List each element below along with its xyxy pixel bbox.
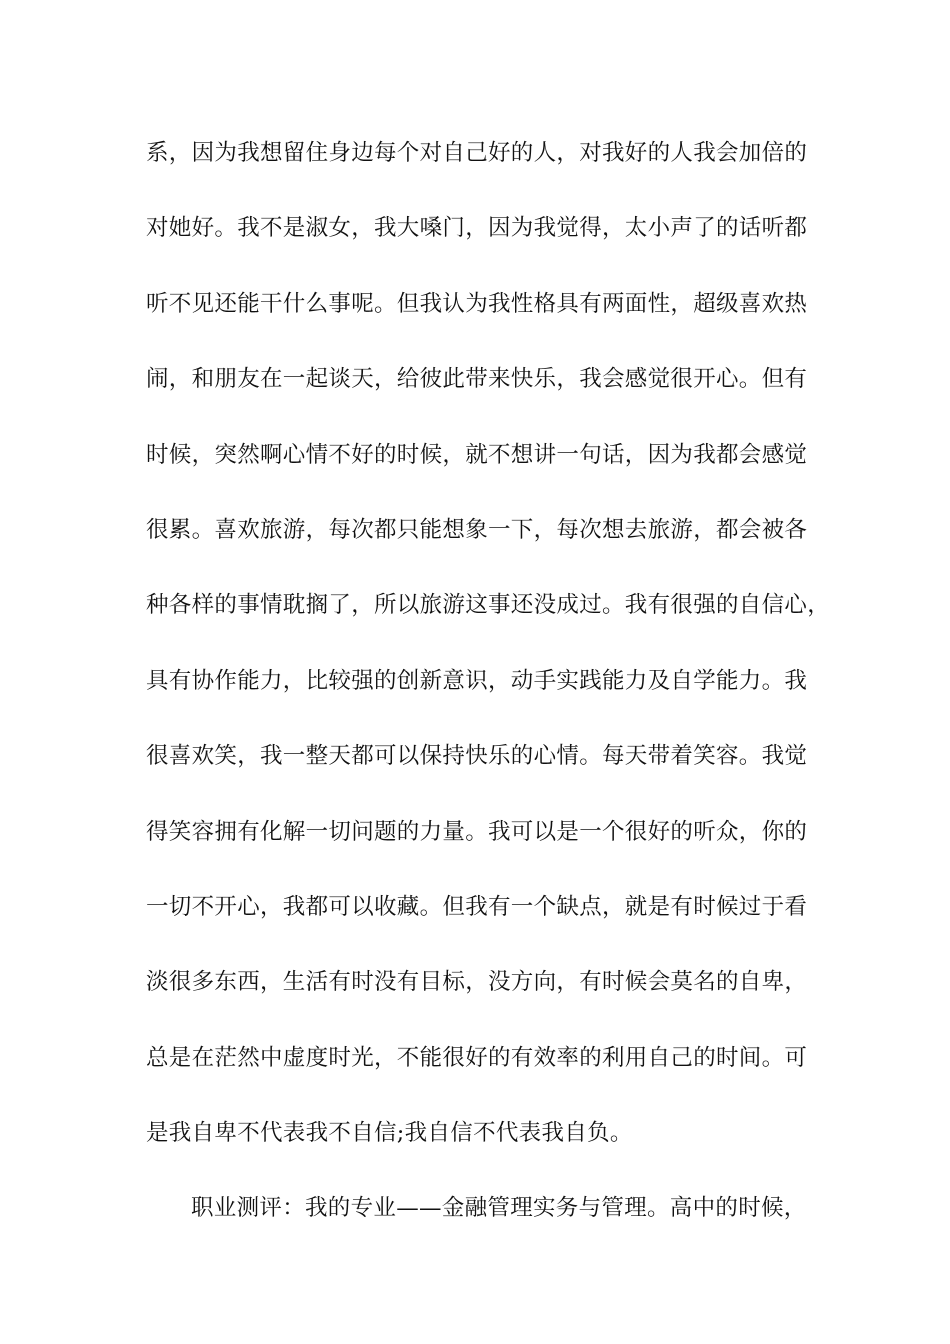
paragraph-1-line: 一切不开心，我都可以收藏。但我有一个缺点，就是有时候过于看	[146, 893, 808, 920]
paragraph-1-line: 总是在茫然中虚度时光，不能很好的有效率的利用自己的时间。可	[146, 1044, 808, 1071]
paragraph-1-line: 对她好。我不是淑女，我大嗓门，因为我觉得，太小声了的话听都	[146, 215, 808, 242]
paragraph-1-line: 很累。喜欢旅游，每次都只能想象一下，每次想去旅游，都会被各	[146, 516, 808, 543]
paragraph-1-line: 系，因为我想留住身边每个对自己好的人，对我好的人我会加倍的	[146, 140, 808, 166]
paragraph-1-line: 时候，突然啊心情不好的时候，就不想讲一句话，因为我都会感觉	[146, 441, 808, 468]
paragraph-2-line: 职业测评：我的专业——金融管理实务与管理。高中的时候，	[191, 1195, 807, 1222]
paragraph-1-line: 得笑容拥有化解一切问题的力量。我可以是一个很好的听众，你的	[146, 818, 808, 845]
document-body	[146, 131, 836, 1262]
paragraph-1-line: 是我自卑不代表我不自信;我自信不代表我自负。	[146, 1120, 633, 1147]
paragraph-1-line: 很喜欢笑，我一整天都可以保持快乐的心情。每天带着笑容。我觉	[146, 743, 808, 770]
paragraph-1-line: 淡很多东西，生活有时没有目标，没方向，有时候会莫名的自卑，	[146, 969, 808, 996]
paragraph-1-line: 闹，和朋友在一起谈天，给彼此带来快乐，我会感觉很开心。但有	[146, 366, 808, 393]
paragraph-1-line: 种各样的事情耽搁了，所以旅游这事还没成过。我有很强的自信心，	[146, 592, 831, 619]
paragraph-1-line: 具有协作能力，比较强的创新意识，动手实践能力及自学能力。我	[146, 667, 808, 694]
paragraph-1-line: 听不见还能干什么事呢。但我认为我性格具有两面性，超级喜欢热	[146, 290, 808, 317]
